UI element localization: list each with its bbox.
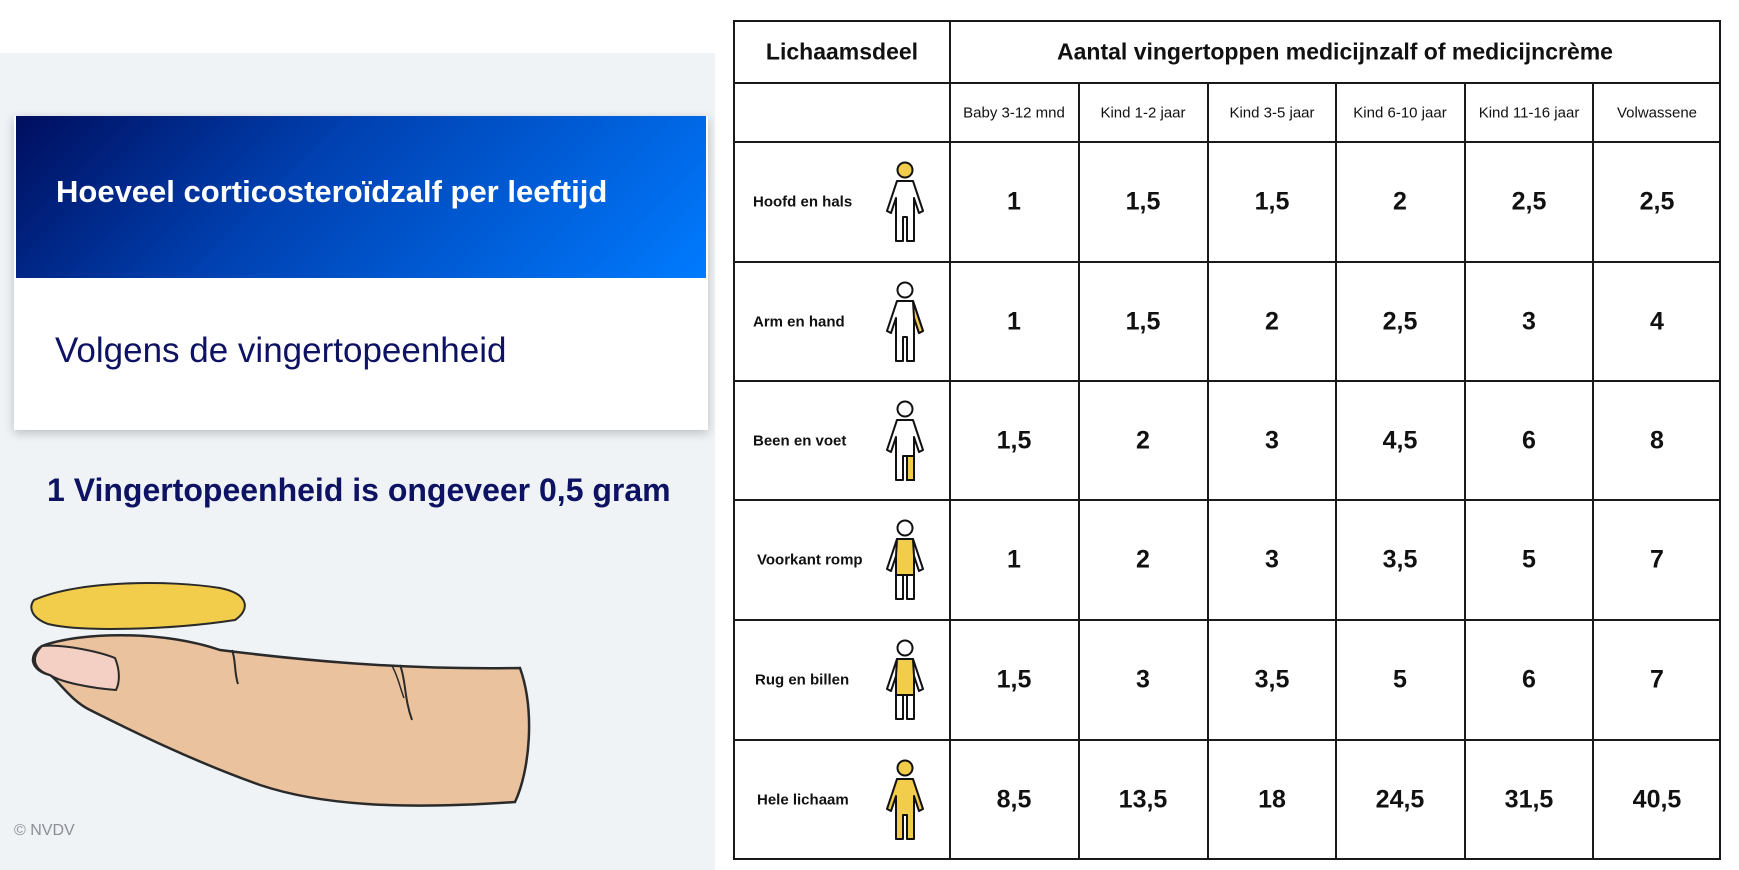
row-label-hoofd-en-hals: Hoofd en hals bbox=[753, 193, 853, 211]
value-cell: 3 bbox=[1265, 545, 1279, 574]
column-header-kind-11-16: Kind 11-16 jaar bbox=[1478, 104, 1580, 122]
value-cell: 3 bbox=[1265, 426, 1279, 455]
value-cell: 3 bbox=[1136, 665, 1150, 694]
value-cell: 2 bbox=[1136, 545, 1150, 574]
header-body-part: Lichaamsdeel bbox=[765, 38, 919, 65]
value-cell: 8 bbox=[1650, 426, 1664, 455]
whole-body-highlight-icon bbox=[881, 759, 929, 841]
value-cell: 2,5 bbox=[1639, 187, 1675, 216]
value-cell: 3,5 bbox=[1254, 665, 1290, 694]
value-cell: 6 bbox=[1522, 426, 1536, 455]
head-highlight-icon bbox=[881, 161, 929, 243]
value-cell: 2 bbox=[1136, 426, 1150, 455]
value-cell: 1,5 bbox=[996, 665, 1032, 694]
row-label-rug-en-billen: Rug en billen bbox=[755, 671, 850, 689]
value-cell: 1,5 bbox=[1125, 187, 1161, 216]
row-label-hele-lichaam: Hele lichaam bbox=[757, 791, 849, 809]
value-cell: 24,5 bbox=[1375, 785, 1425, 814]
arm-highlight-icon bbox=[881, 281, 929, 363]
value-cell: 1 bbox=[1007, 545, 1021, 574]
value-cell: 5 bbox=[1393, 665, 1407, 694]
value-cell: 4,5 bbox=[1382, 426, 1418, 455]
value-cell: 18 bbox=[1258, 785, 1286, 814]
value-cell: 8,5 bbox=[996, 785, 1032, 814]
value-cell: 1,5 bbox=[996, 426, 1032, 455]
value-cell: 1 bbox=[1007, 307, 1021, 336]
value-cell: 3,5 bbox=[1382, 545, 1418, 574]
header-amount: Aantal vingertoppen medicijnzalf of medicijncrème bbox=[1057, 38, 1613, 65]
column-header-volwassene: Volwassene bbox=[1616, 104, 1698, 122]
value-cell: 2,5 bbox=[1382, 307, 1418, 336]
value-cell: 7 bbox=[1650, 665, 1664, 694]
value-cell: 7 bbox=[1650, 545, 1664, 574]
value-cell: 6 bbox=[1522, 665, 1536, 694]
value-cell: 1,5 bbox=[1125, 307, 1161, 336]
back-highlight-icon bbox=[881, 639, 929, 721]
value-cell: 31,5 bbox=[1504, 785, 1554, 814]
value-cell: 3 bbox=[1522, 307, 1536, 336]
value-cell: 13,5 bbox=[1118, 785, 1168, 814]
value-cell: 1 bbox=[1007, 187, 1021, 216]
page-title: Hoeveel corticosteroïdzalf per leeftijd bbox=[56, 174, 608, 209]
value-cell: 1,5 bbox=[1254, 187, 1290, 216]
copyright-text: © NVDV bbox=[14, 822, 75, 839]
row-label-been-en-voet: Been en voet bbox=[753, 432, 847, 450]
leg-highlight-icon bbox=[881, 400, 929, 482]
column-header-baby: Baby 3-12 mnd bbox=[963, 104, 1065, 122]
torso-front-highlight-icon bbox=[881, 519, 929, 601]
fingertip-unit-note: 1 Vingertopeenheid is ongeveer 0,5 gram bbox=[47, 472, 671, 508]
title-card bbox=[14, 116, 708, 430]
row-label-arm-en-hand: Arm en hand bbox=[753, 313, 845, 331]
value-cell: 2,5 bbox=[1511, 187, 1547, 216]
value-cell: 2 bbox=[1265, 307, 1279, 336]
column-header-kind-3-5: Kind 3-5 jaar bbox=[1229, 104, 1315, 122]
column-header-kind-6-10: Kind 6-10 jaar bbox=[1353, 104, 1447, 122]
value-cell: 2 bbox=[1393, 187, 1407, 216]
value-cell: 40,5 bbox=[1632, 785, 1682, 814]
value-cell: 4 bbox=[1650, 307, 1664, 336]
value-cell: 5 bbox=[1522, 545, 1536, 574]
page-subtitle: Volgens de vingertopeenheid bbox=[55, 331, 507, 370]
title-banner bbox=[16, 116, 706, 278]
fingertip-illustration bbox=[20, 580, 550, 820]
row-label-voorkant-romp: Voorkant romp bbox=[757, 551, 863, 569]
column-header-kind-1-2: Kind 1-2 jaar bbox=[1100, 104, 1186, 122]
dosage-table bbox=[733, 20, 1721, 860]
